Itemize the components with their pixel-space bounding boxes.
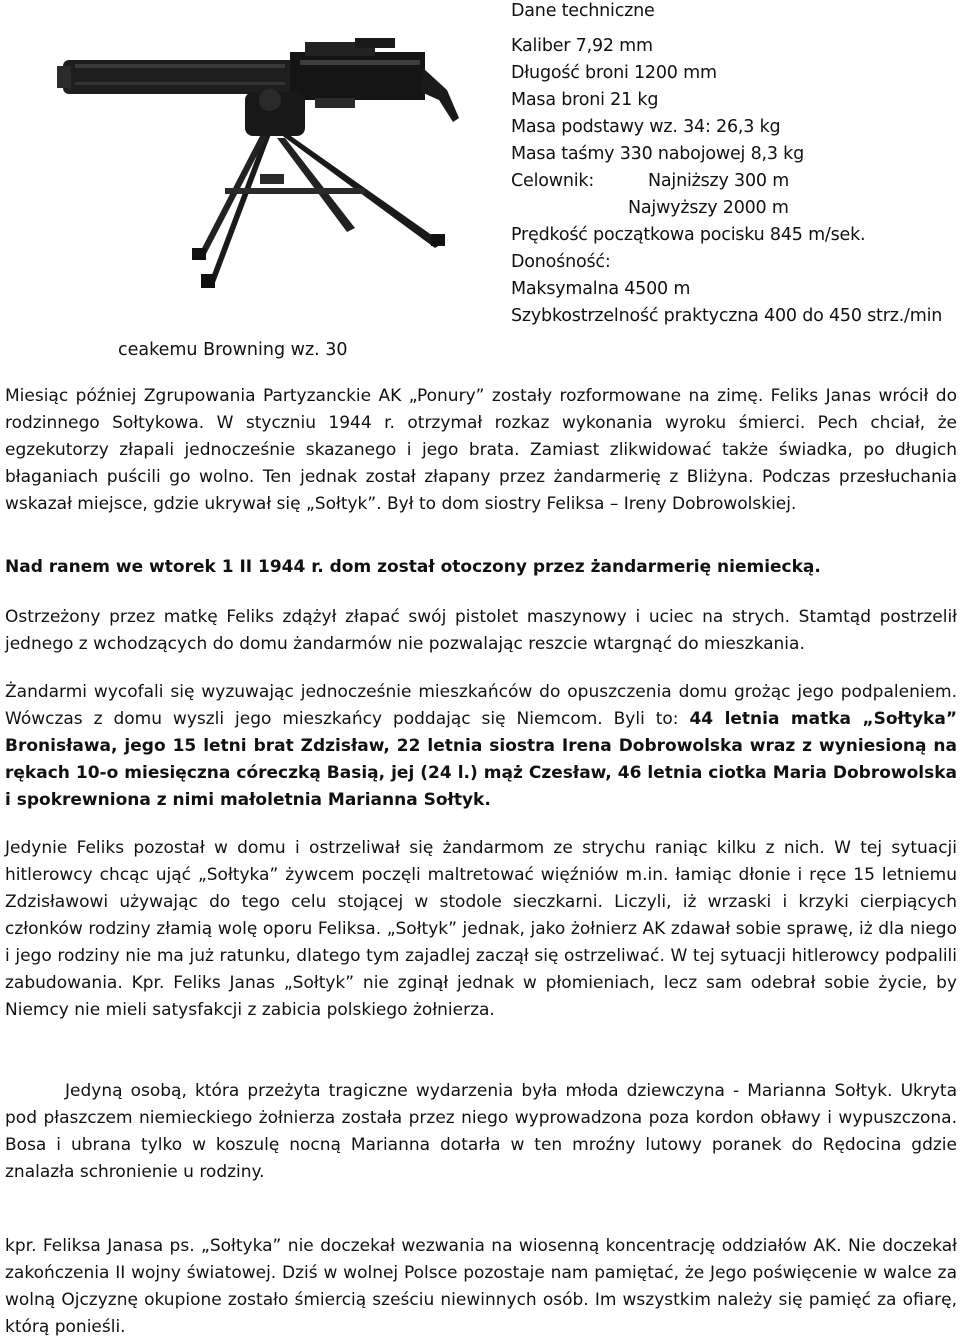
spec-line: Masa podstawy wz. 34: 26,3 kg	[511, 117, 781, 137]
section-heading: Nad ranem we wtorek 1 II 1944 r. dom został otoczony przez żandarmerię niemiecką.	[5, 557, 821, 577]
spec-line: Masa broni 21 kg	[511, 90, 659, 110]
paragraph: Jedynie Feliks pozostał w domu i ostrzeliwał się żandarmom ze strychu raniąc kilku z nich. W tej sytuacji hitlerowcy chcąc ująć „Sołtyka” żywcem poczęli maltretować więźniów m.in. łamiąc dłonie i ręce 15 letniemu Zdzisławowi używając do tego celu stojącej w stodole sieczkarni. Liczyli, iż wrzaski i krzyki cierpiących członków rodziny złamią wolę oporu Feliksa. „Sołtyk” jednak, jako żołnierz AK zdawał sobie sprawę, iż dla niego i jego rodziny nie ma już ratunku, dlatego tym zajadlej zaczął się ostrzeliwać. W tej sytuacji hitlerowcy podpalili zabudowania. Kpr. Feliks Janas „Sołtyk” nie zginął jednak w płomieniach, lecz sam odebrał sobie życie, by Niemcy nie mieli satysfakcji z zabicia polskiego żołnierza.	[5, 838, 957, 1020]
specs-title: Dane techniczne	[511, 1, 655, 21]
spec-line: Kaliber 7,92 mm	[511, 36, 653, 56]
spec-line: Szybkostrzelność praktyczna 400 do 450 strz./min	[511, 306, 943, 326]
machine-gun-image	[55, 38, 475, 303]
spec-line: Najniższy 300 m	[648, 171, 790, 191]
paragraph	[5, 679, 957, 814]
spec-line: Masa taśmy 330 nabojowej 8,3 kg	[511, 144, 805, 164]
spec-line: Długość broni 1200 mm	[511, 63, 717, 83]
spec-line: Prędkość początkowa pocisku 845 m/sek.	[511, 225, 866, 245]
paragraph: Miesiąc później Zgrupowania Partyzanckie AK „Ponury” zostały rozformowane na zimę. Feliks Janas wrócił do rodzinnego Sołtykowa. W styczniu 1944 r. otrzymał rozkaz wykonania wyroku śmierci. Pech chciał, że egzekutorzy złapali jednocześnie skazanego i jego brata. Zamiast zlikwidować także świadka, po długich błaganiach puścili go wolno. Ten jednak został złapany przez żandarmerię z Bliżyna. Podczas przesłuchania wskazał miejsce, gdzie ukrywał się „Sołtyk”. Był to dom siostry Feliksa – Ireny Dobrowolskiej.	[5, 386, 957, 514]
image-caption: ceakemu Browning wz. 30	[118, 340, 348, 360]
paragraph: Ostrzeżony przez matkę Feliks zdążył złapać swój pistolet maszynowy i uciec na strych. Stamtąd postrzelił jednego z wchodzących do domu żandarmów nie pozwalając reszcie wtargnąć do mieszkania.	[5, 607, 957, 654]
paragraph: kpr. Feliksa Janasa ps. „Sołtyka” nie doczekał wezwania na wiosenną koncentrację oddziałów AK. Nie doczekał zakończenia II wojny światowej. Dziś w wolnej Polsce pozostaje nam pamiętać, że Jego poświęcenie w walce za wolną Ojczyznę okupione zostało śmiercią sześciu niewinnych osób. Im wszystkim należy się pamięć za ofiarę, którą ponieśli.	[5, 1236, 957, 1337]
paragraph-text: Żandarmi wycofali się wyzuwając jednocześnie mieszkańców do opuszczenia domu grożąc jego podpaleniem. Wówczas z domu wyszli jego mieszkańcy poddając się Niemcom. Byli to:	[5, 682, 957, 729]
spec-line: Najwyższy 2000 m	[628, 198, 789, 218]
spec-line: Celownik:	[511, 171, 595, 191]
paragraph: Jedyną osobą, która przeżyta tragiczne wydarzenia była młoda dziewczyna - Marianna Sołtyk. Ukryta pod płaszczem niemieckiego żołnierza została przez niego wyprowadzona poza kordon obławy i wypuszczona. Bosa i ubrana tylko w koszulę nocną Marianna dotarła w ten mroźny lutowy poranek do Rędocina gdzie znalazła schronienie u rodziny.	[5, 1081, 957, 1182]
paragraph-bold-text: 44 letnia matka „Sołtyka” Bronisława, jego 15 letni brat Zdzisław, 22 letnia siostra Irena Dobrowolska wraz z wyniesioną na rękach 10-o miesięczna córeczką Basią, jej (24 l.) mąż Czesław, 46 letnia ciotka Maria Dobrowolska i spokrewniona z nimi małoletnia Marianna Sołtyk.	[5, 709, 958, 810]
spec-line: Donośność:	[511, 252, 611, 272]
spec-line: Maksymalna 4500 m	[511, 279, 691, 299]
